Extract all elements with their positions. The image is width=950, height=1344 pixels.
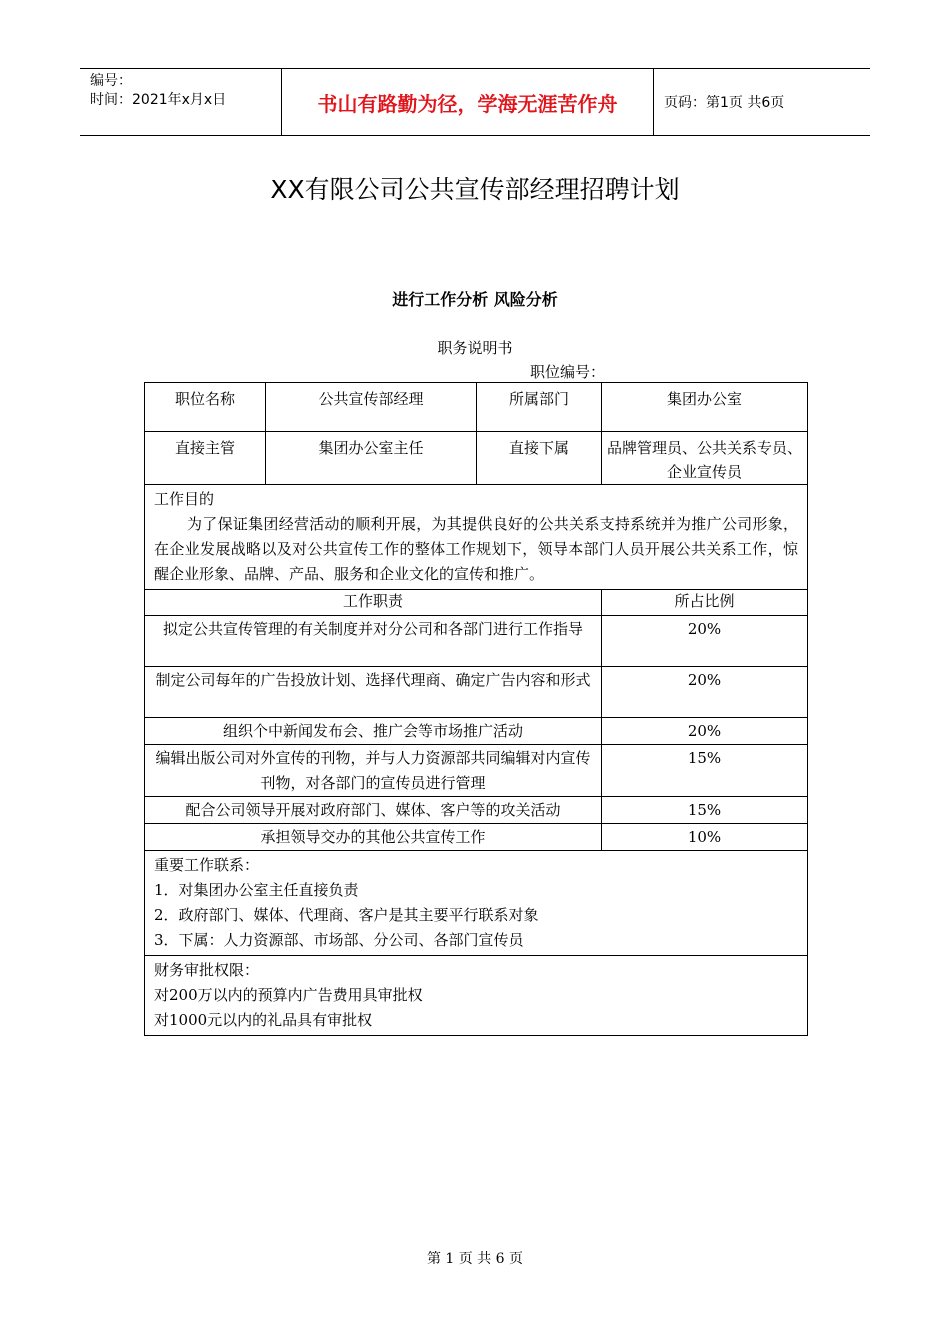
document-date: 时间：2021年x月x日 — [90, 92, 227, 108]
list-item: 对1000元以内的礼品具有审批权 — [154, 1011, 373, 1029]
purpose-cell — [145, 485, 808, 590]
list-item: 1．对集团办公室主任直接负责 — [154, 881, 359, 899]
duty-text: 配合公司领导开展对政府部门、媒体、客户等的攻关活动 — [145, 797, 602, 824]
table-row — [145, 485, 808, 590]
page-footer: 第 1 页 共 6 页 — [426, 1251, 524, 1267]
duty-text: 组织个中新闻发布会、推广会等市场推广活动 — [145, 718, 602, 745]
duty-text: 承担领导交办的其他公共宣传工作 — [145, 824, 602, 851]
subordinate-value: 品牌管理员、公共关系专员、企业宣传员 — [602, 432, 808, 485]
duty-column-header: 工作职责 — [145, 590, 602, 616]
list-item: 对200万以内的预算内广告费用具审批权 — [154, 986, 423, 1004]
contacts-label: 重要工作联系： — [154, 856, 260, 874]
table-row — [145, 590, 808, 616]
percentage-column-header: 所占比例 — [602, 590, 808, 616]
table-row — [145, 383, 808, 432]
table-row — [145, 824, 808, 851]
table-row — [145, 616, 808, 667]
contacts-cell — [145, 851, 808, 956]
table-row — [145, 797, 808, 824]
job-description-heading: 职务说明书 — [437, 339, 513, 357]
department-value: 集团办公室 — [602, 383, 808, 432]
position-code-label: 职位编号： — [530, 363, 606, 381]
duty-percentage: 20% — [602, 667, 808, 718]
position-name-label: 职位名称 — [145, 383, 266, 432]
duty-text: 拟定公共宣传管理的有关制度并对分公司和各部门进行工作指导 — [145, 616, 602, 667]
list-item: 3．下属：人力资源部、市场部、分公司、各部门宣传员 — [154, 931, 524, 949]
duty-text: 编辑出版公司对外宣传的刊物，并与人力资源部共同编辑对内宣传刊物，对各部门的宣传员进行管理 — [145, 745, 602, 797]
table-row — [145, 432, 808, 485]
purpose-text: 为了保证集团经营活动的顺利开展，为其提供良好的公共关系支持系统并为推广公司形象，在企业发展战略以及对公共宣传工作的整体工作规划下，领导本部门人员开展公共关系工作，惊醒企业形象、品牌、产品、服务和企业文化的宣传和推广。 — [154, 515, 798, 583]
duty-percentage: 20% — [602, 616, 808, 667]
header-meta — [80, 69, 282, 135]
duty-percentage: 20% — [602, 718, 808, 745]
duty-text: 制定公司每年的广告投放计划、选择代理商、确定广告内容和形式 — [145, 667, 602, 718]
table-row — [145, 956, 808, 1036]
finance-label: 财务审批权限： — [154, 961, 260, 979]
finance-cell — [145, 956, 808, 1036]
list-item: 2．政府部门、媒体、代理商、客户是其主要平行联系对象 — [154, 906, 539, 924]
duty-percentage: 15% — [602, 797, 808, 824]
duty-percentage: 10% — [602, 824, 808, 851]
document-title: XX有限公司公共宣传部经理招聘计划 — [270, 175, 680, 204]
table-row — [145, 718, 808, 745]
table-row — [145, 667, 808, 718]
subordinate-label: 直接下属 — [477, 432, 602, 485]
header-motto: 书山有路勤为径，学海无涯苦作舟 — [282, 69, 654, 135]
position-name-value: 公共宣传部经理 — [266, 383, 477, 432]
document-subtitle: 进行工作分析 风险分析 — [392, 290, 558, 309]
purpose-label: 工作目的 — [154, 490, 215, 508]
document-number-label: 编号： — [90, 73, 132, 89]
table-row — [145, 745, 808, 797]
page-header — [80, 68, 870, 136]
supervisor-value: 集团办公室主任 — [266, 432, 477, 485]
job-description-table — [144, 382, 808, 1036]
duty-percentage: 15% — [602, 745, 808, 797]
department-label: 所属部门 — [477, 383, 602, 432]
table-row — [145, 851, 808, 956]
supervisor-label: 直接主管 — [145, 432, 266, 485]
header-page-number: 页码：第1页 共6页 — [664, 95, 785, 111]
